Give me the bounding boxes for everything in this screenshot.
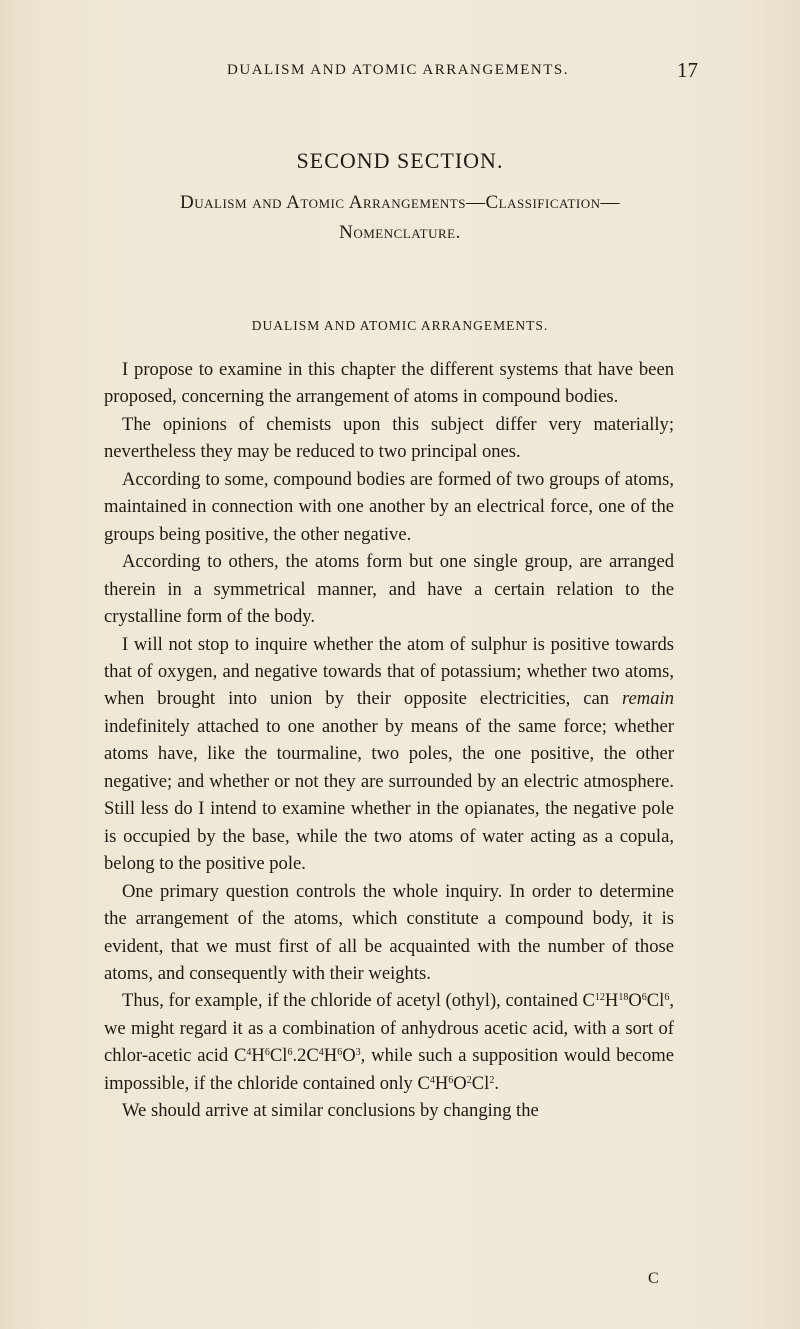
formula-chlor-acetic: $C^4H^6Cl^6.2C^4H^6O^3$ bbox=[234, 1045, 361, 1067]
paragraph-5-emphasis: remain bbox=[622, 688, 674, 710]
paragraph-2: The opinions of chemists upon this subject differ very materially; nevertheless they may be reduced to two principal ones. bbox=[104, 413, 674, 463]
running-head bbox=[138, 58, 698, 88]
subheading: DUALISM AND ATOMIC ARRANGEMENTS. bbox=[251, 318, 549, 333]
section-title: SECOND SECTION. bbox=[296, 148, 504, 173]
running-title: DUALISM AND ATOMIC ARRANGEMENTS. bbox=[227, 62, 569, 78]
paragraph-5 bbox=[104, 631, 674, 878]
paragraph-4: According to others, the atoms form but one single group, are arranged therein in a symmetrical manner, and have a certain relation to the crystalline form of the body. bbox=[104, 551, 674, 628]
signature-mark: C bbox=[648, 1270, 659, 1287]
paragraph-7 bbox=[104, 987, 674, 1097]
paragraph-1: I propose to examine in this chapter the different systems that have been proposed, concerning the arrangement of atoms in compound bodies. bbox=[104, 359, 674, 408]
paragraph-5-text-a: I will not stop to inquire whether the atom of sulphur is positive towards that of oxygen, and negative towards that of potassium; whether two atoms, when brought into union by their opposite electricities, can bbox=[104, 633, 674, 710]
paragraph-8: We should arrive at similar conclusions by changing the bbox=[122, 1100, 539, 1122]
paragraph-7-mid-2: , while such a supposition would become impossible, if the chloride contained only bbox=[104, 1045, 675, 1094]
paragraph-6: One primary question controls the whole inquiry. In order to determine the arrangement of the atoms, which constitute a compound body, it is evident, that we must first of all be acquainted with the number of those atoms, and consequently with their weights. bbox=[104, 880, 674, 984]
section-subtitle bbox=[100, 188, 700, 248]
section-subtitle-line-1: Dualism and Atomic Arrangements—Classification— bbox=[180, 192, 620, 213]
formula-acetyl-chloride: $C^{12}H^{18}O^6Cl^6$ bbox=[582, 990, 670, 1012]
paragraph-7-intro: Thus, for example, if the chloride of acetyl (othyl), contained bbox=[122, 990, 578, 1012]
paragraph-3: According to some, compound bodies are formed of two groups of atoms, maintained in connection with one another by an electrical force, one of the groups being positive, the other negative. bbox=[104, 468, 674, 545]
formula-chloride: $C^4H^6O^2Cl^2$. bbox=[417, 1072, 499, 1094]
paragraph-5-text-b: indefinitely attached to one another by means of the same force; whether atoms have, like the tourmaline, two poles, the one positive, the other negative; and whether or not they are surrounded by an electric atmosphere. Still less do I intend to examine whether in the opianates, the negative pole is occupied by the base, while the two atoms of water acting as a copula, belong to the positive pole. bbox=[104, 715, 674, 875]
section-subtitle-line-2: Nomenclature. bbox=[339, 222, 461, 243]
body-text bbox=[104, 356, 674, 1125]
paragraph-7-mid-1: , we might regard it as a combination of anhydrous acetic acid, with a sort of chlor-acetic acid bbox=[104, 990, 674, 1067]
page-number: 17 bbox=[677, 58, 698, 82]
